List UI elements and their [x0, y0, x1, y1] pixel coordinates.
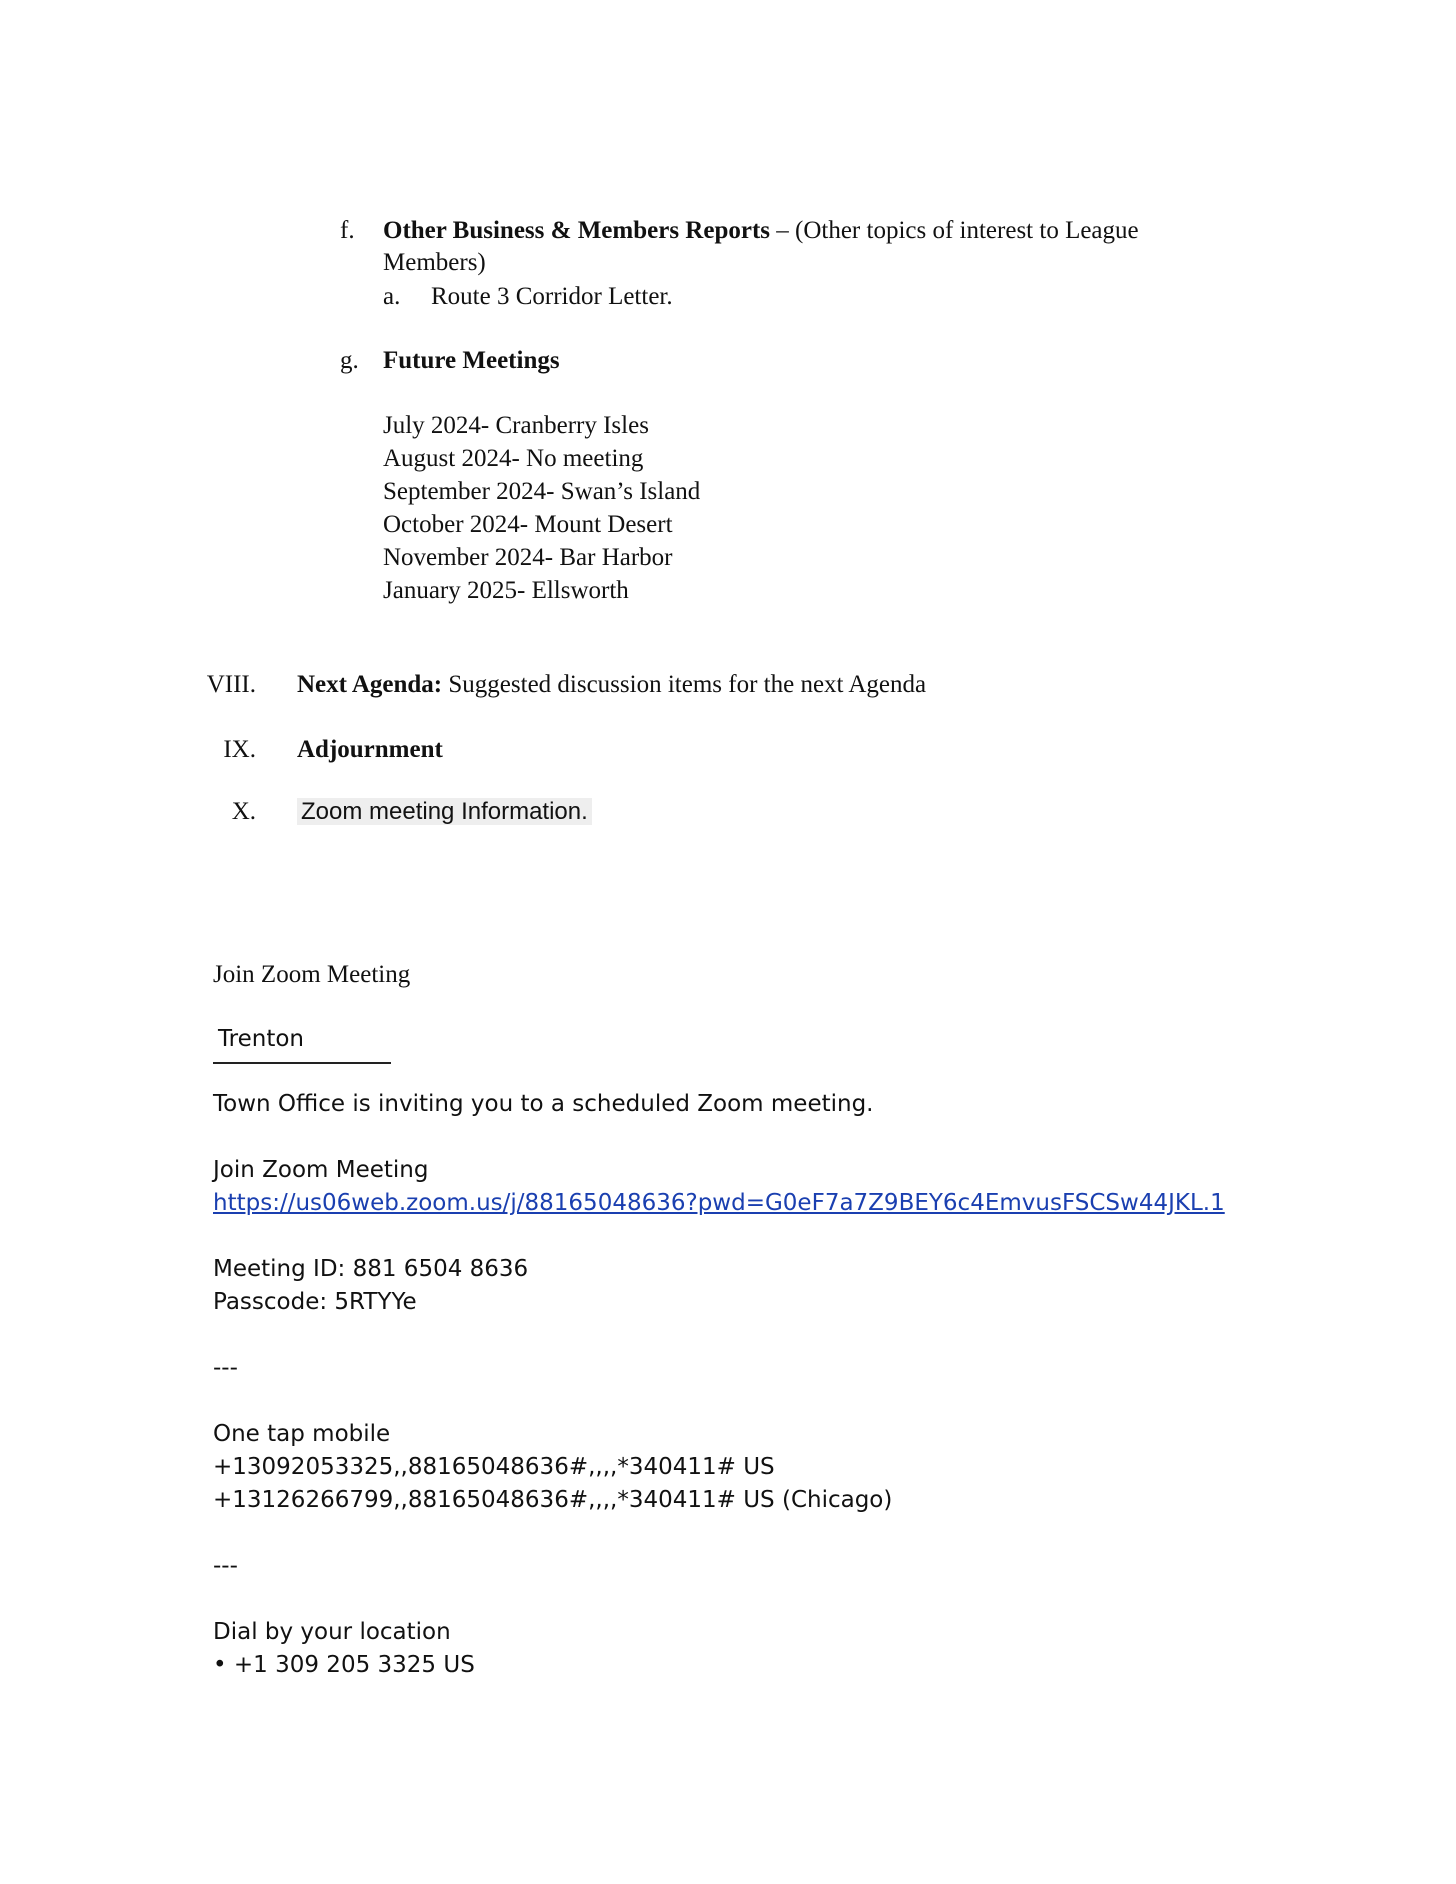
meeting-id: Meeting ID: 881 6504 8636 [213, 1256, 529, 1282]
one-tap-label: One tap mobile [213, 1421, 391, 1447]
meeting-entry: July 2024- Cranberry Isles [383, 412, 649, 439]
item-letter-g: g. [340, 347, 359, 374]
host-underline [213, 1062, 391, 1064]
roman-numeral-x: X. [231, 798, 256, 825]
dial-number: • +1 309 205 3325 US [213, 1652, 475, 1678]
host-name: Trenton [218, 1026, 305, 1052]
separator: --- [213, 1355, 238, 1381]
passcode: Passcode: 5RTYYe [213, 1289, 417, 1315]
meeting-entry: October 2024- Mount Desert [383, 511, 673, 538]
separator: --- [213, 1553, 238, 1579]
one-tap-number: +13092053325,,88165048636#,,,,*340411# US [213, 1454, 775, 1480]
zoom-info-highlight: Zoom meeting Information. [297, 798, 592, 825]
item-viii-line [297, 668, 926, 701]
item-f-line [383, 214, 1139, 247]
item-g-title: Future Meetings [383, 347, 560, 374]
subitem-letter-a: a. [383, 283, 401, 310]
meeting-entry: January 2025- Ellsworth [383, 577, 629, 604]
future-meetings-list [383, 409, 700, 607]
item-f-desc: – (Other topics of interest to League [770, 217, 1139, 244]
meeting-entry: August 2024- No meeting [383, 445, 644, 472]
item-x-line [297, 795, 592, 831]
invite-text: Town Office is inviting you to a scheduled Zoom meeting. [213, 1091, 874, 1117]
one-tap-number: +13126266799,,88165048636#,,,,*340411# US (Chicago) [213, 1487, 893, 1513]
item-f-desc-continued: Members) [383, 249, 486, 276]
meeting-entry: November 2024- Bar Harbor [383, 544, 673, 571]
item-viii-text: Suggested discussion items for the next Agenda [442, 671, 927, 698]
item-f-title: Other Business & Members Reports [383, 217, 770, 244]
roman-numeral-viii: VIII. [206, 671, 256, 698]
join-zoom-label: Join Zoom Meeting [213, 1157, 429, 1183]
item-ix-title: Adjournment [297, 736, 443, 763]
join-zoom-heading: Join Zoom Meeting [213, 961, 411, 988]
dial-by-location-label: Dial by your location [213, 1619, 451, 1645]
item-viii-title: Next Agenda: [297, 671, 443, 698]
roman-numeral-ix: IX. [223, 736, 256, 763]
subitem-route-3-letter: Route 3 Corridor Letter. [431, 283, 673, 310]
meeting-entry: September 2024- Swan’s Island [383, 478, 701, 505]
item-letter-f: f. [340, 217, 355, 244]
zoom-join-link[interactable]: https://us06web.zoom.us/j/88165048636?pwd=G0eF7a7Z9BEY6c4EmvusFSCSw44JKL.1 [213, 1190, 1225, 1216]
